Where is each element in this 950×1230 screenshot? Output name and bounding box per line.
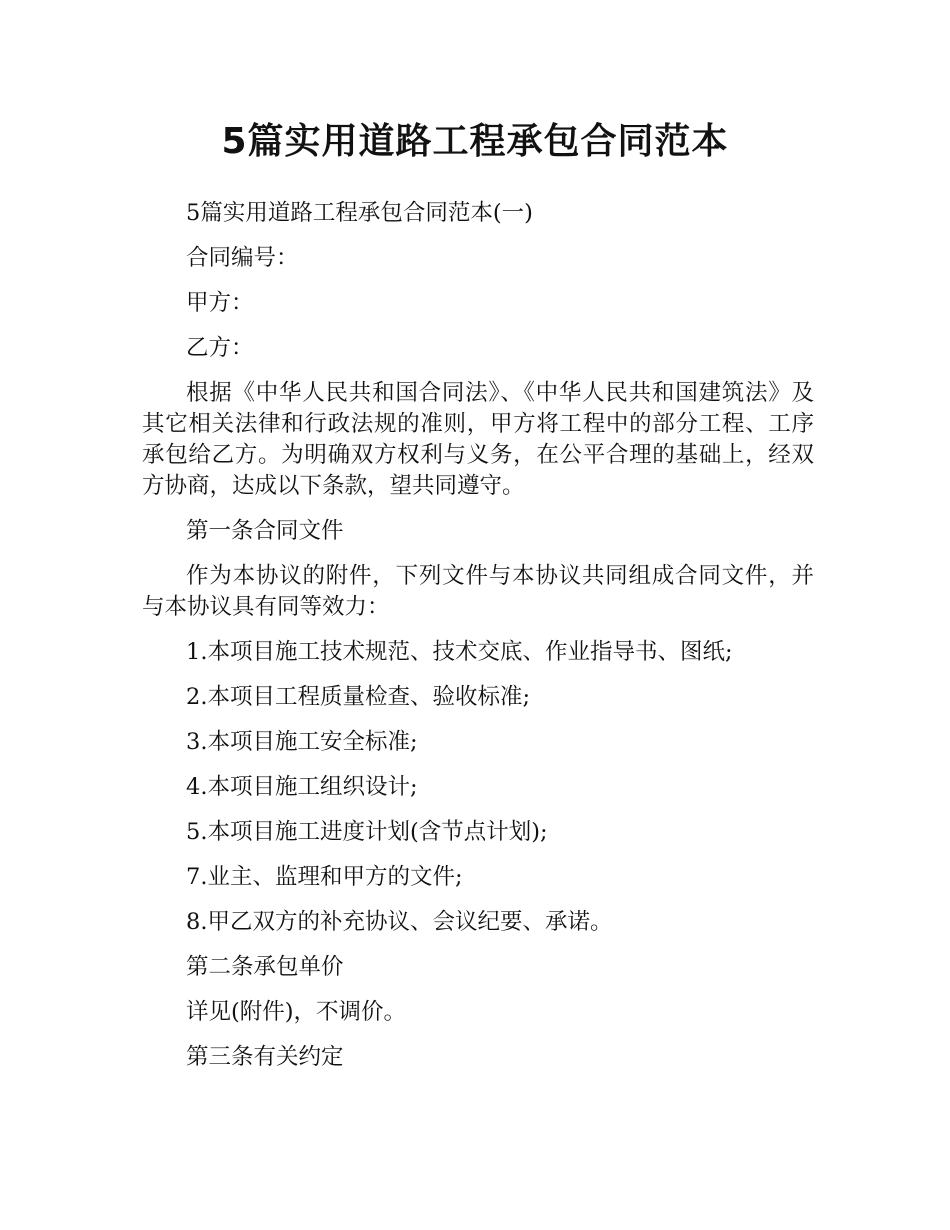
list-item: 5.本项目施工进度计划(含节点计划); [186, 819, 548, 845]
list-item: 1.本项目施工技术规范、技术交底、作业指导书、图纸; [186, 639, 733, 665]
party-a-label: 甲方： [186, 290, 254, 316]
article-2-heading: 第二条承包单价 [186, 954, 344, 980]
document-body [142, 198, 814, 1087]
list-item: 3.本项目施工安全标准; [186, 729, 418, 755]
preamble-paragraph: 根据《中华人民共和国合同法》、《中华人民共和国建筑法》及其它相关法律和行政法规的准则，甲方将工程中的部分工程、工序承包给乙方。为明确双方权利与义务，在公平合理的基础上，经双方协商，达成以下条款，望共同遵守。 [142, 380, 814, 499]
list-item: 2.本项目工程质量检查、验收标准; [186, 684, 531, 710]
list-item: 4.本项目施工组织设计; [186, 774, 418, 800]
article-2-text: 详见(附件)，不调价。 [186, 999, 407, 1025]
document-title: 5篇实用道路工程承包合同范本 [221, 121, 729, 162]
article-1-heading: 第一条合同文件 [186, 518, 344, 544]
party-b-label: 乙方： [186, 335, 254, 361]
article-3-heading: 第三条有关约定 [186, 1044, 344, 1070]
list-item: 8.甲乙双方的补充协议、会议纪要、承诺。 [186, 909, 613, 935]
contract-number-label: 合同编号： [186, 245, 299, 271]
section-heading: 5篇实用道路工程承包合同范本(一) [186, 200, 533, 226]
list-item: 7.业主、监理和甲方的文件; [186, 864, 463, 890]
article-1-intro: 作为本协议的附件，下列文件与本协议共同组成合同文件，并与本协议具有同等效力： [142, 563, 814, 620]
